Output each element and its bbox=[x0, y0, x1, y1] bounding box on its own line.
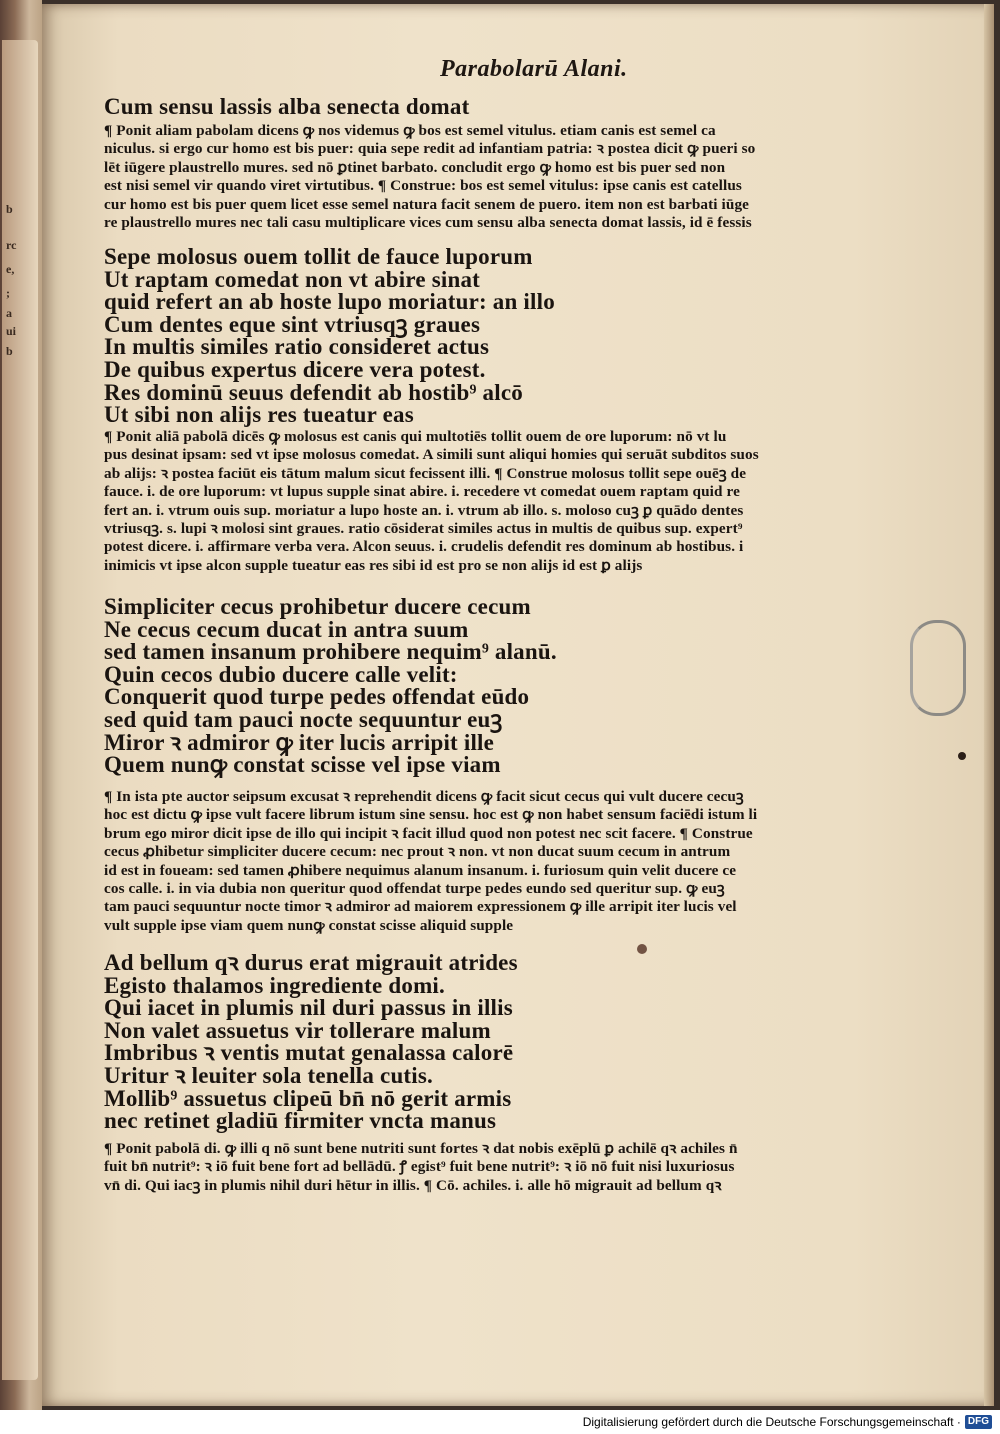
verse-block bbox=[104, 96, 469, 119]
facing-page-fragment: b bbox=[6, 344, 13, 358]
commentary-line: vn̄ di. Qui iacꝫ in plumis nihil duri hētur in illis. ¶ Cō. achiles. i. alle hō migrauit ad bellum qꝛ bbox=[104, 1177, 722, 1194]
commentary-line: ¶ Ponit pabolā di. ꝙ illi q nō sunt bene nutriti sunt fortes ꝛ dat nobis exēplū ꝑ achilē qꝛ achiles n̄ bbox=[104, 1141, 738, 1157]
commentary-line: est nisi semel vir quando viret virtutibus. ¶ Construe: bos est semel vitulus: ipse canis est catellus bbox=[104, 178, 742, 195]
verse-line: sed tamen insanum prohibere nequim⁹ alanū. bbox=[104, 639, 557, 665]
verse-block bbox=[104, 596, 557, 777]
commentary-line: ¶ In ista pte auctor seipsum excusat ꝛ reprehendit dicens ꝙ facit sicut cecus qui vult ducere cecuꝫ bbox=[104, 789, 744, 805]
verse-line: Simpliciter cecus prohibetur ducere cecum bbox=[104, 594, 531, 619]
footer-credit: Digitalisierung gefördert durch die Deutsche Forschungsgemeinschaft · bbox=[582, 1415, 961, 1429]
commentary-line: tam pauci sequuntur nocte timor ꝛ admiror ad maiorem expressionem ꝙ ille arripit iter lucis vel bbox=[104, 899, 737, 916]
verse-block bbox=[104, 246, 555, 427]
verse-line: Cum sensu lassis alba senecta domat bbox=[104, 94, 470, 119]
verse-line: Conquerit quod turpe pedes offendat eūdo bbox=[104, 684, 530, 710]
facing-page-edge bbox=[0, 0, 42, 1410]
page-clip bbox=[910, 620, 966, 716]
verse-line: Ut sibi non alijs res tueatur eas bbox=[104, 402, 414, 428]
commentary-line: hoc est dictu ꝙ ipse vult facere librum istum sine sensu. hoc est ꝙ non habet sensum faciēdi istum li bbox=[104, 807, 758, 824]
facing-page-fragment: ; bbox=[6, 286, 10, 300]
verse-line: De quibus expertus dicere vera potest. bbox=[104, 356, 486, 382]
facing-page-fragment: ui bbox=[6, 324, 17, 338]
verse-line: Res dominū seuus defendit ab hostib⁹ alcō bbox=[104, 379, 523, 405]
verse-line: Imbribus ꝛ ventis mutat genalassa calorē bbox=[104, 1040, 514, 1066]
ink-stain bbox=[637, 944, 647, 954]
commentary-line: id est in foueam: sed tamen ꝓhibere nequimus alanum insanum. i. furiosum quin velit ducere ce bbox=[104, 862, 737, 879]
commentary-block bbox=[104, 122, 755, 232]
verse-line: Ut raptam comedat non vt abire sinat bbox=[104, 266, 481, 292]
commentary-line: ab alijs: ꝛ postea faciūt eis tātum malum sicut fecissent illi. ¶ Construe molosus tollit sepe ouēꝫ de bbox=[104, 465, 747, 482]
commentary-line: cos calle. i. in via dubia non queritur quod offendat turpe pedes eundo sed queritur sup. ꝙ euꝫ bbox=[104, 880, 725, 897]
verse-line: Uritur ꝛ leuiter sola tenella cutis. bbox=[104, 1062, 433, 1088]
facing-page-fragment: rc bbox=[6, 238, 17, 252]
commentary-line: fauce. i. de ore luporum: vt lupus supple sinat abire. i. recedere vt comedat ouem raptam quid re bbox=[104, 484, 740, 501]
verse-line: sed quid tam pauci nocte sequuntur euꝫ bbox=[104, 706, 503, 732]
commentary-line: vult supple ipse viam quem nunꝙ constat scisse aliquid supple bbox=[104, 917, 514, 934]
verse-line: In multis similes ratio consideret actus bbox=[104, 334, 490, 360]
commentary-line: vtriusqꝫ. s. lupi ꝛ molosi sint graues. ratio cōsiderat similes actus in multis de quibus sup. expert⁹ bbox=[104, 520, 743, 537]
digitization-footer bbox=[0, 1410, 1000, 1434]
commentary-block bbox=[104, 428, 759, 575]
commentary-line: cecus ꝓhibetur simpliciter ducere cecum: nec prout ꝛ non. vt non ducat suum cecum in antrum bbox=[104, 844, 731, 861]
facing-page-fragment: b bbox=[6, 202, 13, 216]
commentary-line: niculus. si ergo cur homo est bis puer: quia sepe redit ad infantiam patria: ꝛ postea dicit ꝙ pueri so bbox=[104, 141, 756, 158]
commentary-line: potest dicere. i. affirmare verba vera. Alcon seuus. i. crudelis defendit res dominum ab hostibus. i bbox=[104, 539, 744, 556]
commentary-line: fuit bn̄ nutrit⁹: ꝛ iō fuit bene fort ad bellādū. ꝭ egist⁹ fuit bene nutrit⁹: ꝛ iō nō fuit nisi luxuriosus bbox=[104, 1159, 735, 1176]
commentary-line: pus desinat ipsam: sed vt ipse molosus comedat. A simili sunt aliqui homies qui seruāt subditos suos bbox=[104, 447, 759, 464]
commentary-line: fert an. i. vtrum ouis sup. moriatur a lupo hoste an. i. vtrum ab illo. s. moloso cuꝫ ꝑ quādo dentes bbox=[104, 502, 744, 519]
dfg-logo: DFG bbox=[965, 1415, 992, 1429]
verse-line: Quin cecos dubio ducere calle velit: bbox=[104, 661, 458, 687]
verse-line: Mollib⁹ assuetus clipeū bn̄ nō gerit armis bbox=[104, 1085, 512, 1111]
verse-line: Ad bellum qꝛ durus erat migrauit atrides bbox=[104, 950, 518, 975]
verse-line: Qui iacet in plumis nil duri passus in illis bbox=[104, 995, 513, 1021]
commentary-line: cur homo est bis puer quem licet esse semel natura facit senem de puero. item non est barbati iūge bbox=[104, 196, 750, 213]
commentary-line: lēt iūgere plaustrello mures. sed nō ꝑtinet barbato. concludit ergo ꝙ homo est bis puer sed non bbox=[104, 159, 726, 176]
verse-line: Egisto thalamos ingrediente domi. bbox=[104, 972, 445, 998]
commentary-block bbox=[104, 788, 757, 935]
verse-block bbox=[104, 952, 518, 1133]
commentary-line: ¶ Ponit aliā pabolā dicēs ꝙ molosus est canis qui multotiēs tollit ouem de ore luporum: nō vt lu bbox=[104, 429, 727, 445]
running-head: Parabolarū Alani. bbox=[440, 56, 628, 82]
commentary-line: ¶ Ponit aliam pabolam dicens ꝙ nos videmus ꝙ bos est semel vitulus. etiam canis est semel ca bbox=[104, 123, 716, 139]
commentary-block bbox=[104, 1140, 738, 1195]
verse-line: nec retinet gladiū firmiter vncta manus bbox=[104, 1108, 497, 1134]
verse-line: Cum dentes eque sint vtriusqꝫ graues bbox=[104, 311, 481, 337]
commentary-line: re plaustrello mures nec tali casu multiplicare vices cum sensu alba senecta domat lassis, id ē fessis bbox=[104, 214, 752, 231]
ink-dot bbox=[958, 752, 966, 760]
facing-page-fragment: a bbox=[6, 306, 12, 320]
page-edge bbox=[984, 4, 994, 1406]
verse-line: quid refert an ab hoste lupo moriatur: an illo bbox=[104, 289, 555, 315]
verse-line: Ne cecus cecum ducat in antra suum bbox=[104, 616, 469, 642]
facing-page-fragment: e, bbox=[6, 262, 15, 276]
commentary-line: inimicis vt ipse alcon supple tueatur eas res sibi id est pro se non alijs id est ꝑ alijs bbox=[104, 557, 643, 574]
verse-line: Non valet assuetus vir tollerare malum bbox=[104, 1017, 491, 1043]
verse-line: Sepe molosus ouem tollit de fauce luporum bbox=[104, 244, 533, 269]
verse-line: Quem nunꝙ constat scisse vel ipse viam bbox=[104, 752, 501, 778]
commentary-line: brum ego miror dicit ipse de illo qui incipit ꝛ facit illud quod non potest nec scit facere. ¶ Construe bbox=[104, 825, 753, 842]
verse-line: Miror ꝛ admiror ꝙ iter lucis arripit ille bbox=[104, 729, 495, 755]
